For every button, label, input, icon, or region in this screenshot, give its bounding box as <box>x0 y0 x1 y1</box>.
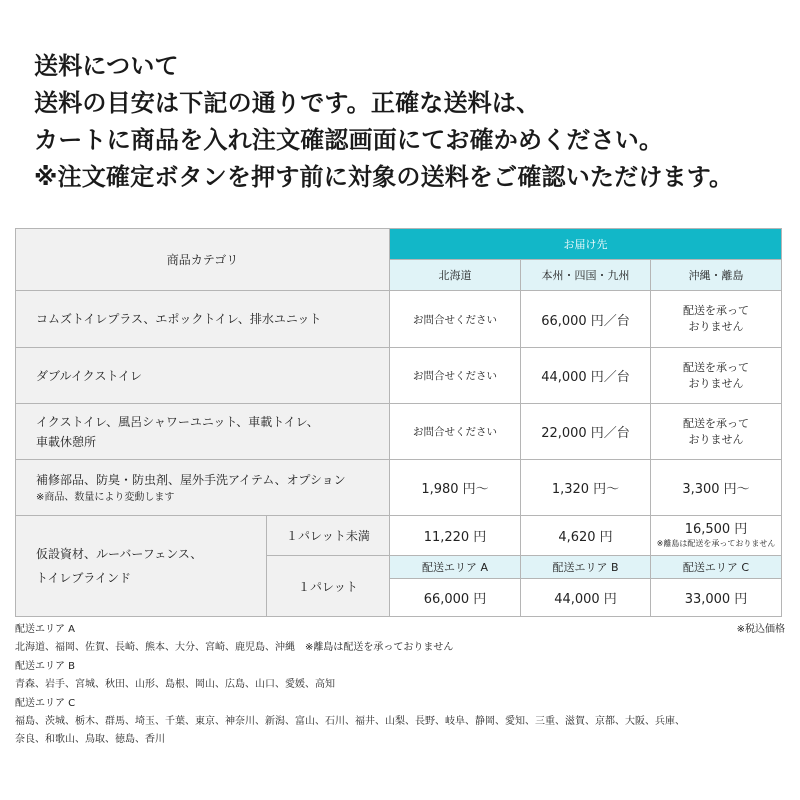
shipping-notice-header <box>34 48 794 196</box>
okinawa-fee-line2: おりません <box>688 320 744 333</box>
region-okinawa: 沖縄・離島 <box>651 260 782 291</box>
pallet-under-label: １パレット未満 <box>267 516 390 556</box>
table-header-row <box>16 229 782 260</box>
table-row <box>16 291 782 348</box>
area-a-list: 北海道、福岡、佐賀、長崎、熊本、大分、宮崎、鹿児島、沖縄 ※離島は配送を承っておりません <box>15 642 454 654</box>
shipping-fee-table <box>15 228 782 617</box>
pallet-category-cell <box>16 516 267 617</box>
notice-line-3: ※注文確定ボタンを押す前に対象の送料をご確認いただけます。 <box>34 163 734 191</box>
okinawa-fee-line1: 配送を承って <box>683 304 749 317</box>
region-honshu: 本州・四国・九州 <box>521 260 651 291</box>
notice-title: 送料について <box>34 52 179 80</box>
okinawa-fee: 3,300 円〜 <box>651 460 782 516</box>
destination-header: お届け先 <box>390 229 782 260</box>
pallet-under-okinawa <box>651 516 782 556</box>
tax-included-note: ※税込価格 <box>736 624 785 635</box>
okinawa-fee-line1: 配送を承って <box>683 416 749 430</box>
pallet-full-area-c: 33,000 円 <box>651 579 782 617</box>
category-cell: コムズトイレプラス、エポックトイレ、排水ユニット <box>16 291 390 348</box>
notice-line-2: カートに商品を入れ注文確認画面にてお確かめください。 <box>34 126 664 154</box>
hokkaido-fee: お問合せください <box>390 404 521 460</box>
honshu-fee: 1,320 円〜 <box>521 460 651 516</box>
area-a-header: 配送エリア A <box>390 556 521 579</box>
pallet-full-area-a: 66,000 円 <box>390 579 521 617</box>
pallet-full-area-b: 44,000 円 <box>521 579 651 617</box>
category-cell: ダブルイクストイレ <box>16 348 390 404</box>
okinawa-fee <box>651 348 782 404</box>
honshu-fee: 22,000 円／台 <box>521 404 651 460</box>
pallet-under-row <box>16 516 782 556</box>
category-header: 商品カテゴリ <box>16 229 390 291</box>
okinawa-fee-line2: おりません <box>688 376 744 390</box>
area-c-list-1: 福島、茨城、栃木、群馬、埼玉、千葉、東京、神奈川、新潟、富山、石川、福井、山梨、長野、岐阜、静岡、愛知、三重、滋賀、京都、大阪、兵庫、 <box>15 716 685 728</box>
pallet-under-hokkaido: 11,220 円 <box>390 516 521 556</box>
category-cell <box>16 460 390 516</box>
pallet-category-line2: トイレブラインド <box>36 571 132 585</box>
hokkaido-fee: お問合せください <box>390 348 521 404</box>
area-b-title: 配送エリア B <box>15 660 76 672</box>
delivery-area-notes <box>15 621 785 750</box>
notice-line-1: 送料の目安は下記の通りです。正確な送料は、 <box>34 89 541 117</box>
remote-island-note: ※離島は配送を承っておりません <box>656 539 776 548</box>
table-row <box>16 460 782 516</box>
okinawa-fee <box>651 291 782 348</box>
area-b-header: 配送エリア B <box>521 556 651 579</box>
category-cell <box>16 404 390 460</box>
area-c-header: 配送エリア C <box>651 556 782 579</box>
okinawa-fee <box>651 404 782 460</box>
pallet-under-okinawa-price: 16,500 円 <box>684 522 748 537</box>
table-row <box>16 348 782 404</box>
area-c-title: 配送エリア C <box>15 697 76 709</box>
hokkaido-fee: お問合せください <box>390 291 521 348</box>
area-a-title: 配送エリア A <box>15 624 76 635</box>
pallet-full-label: １パレット <box>267 556 390 617</box>
honshu-fee: 44,000 円／台 <box>521 348 651 404</box>
category-note: ※商品、数量により変動します <box>36 491 175 503</box>
category-label: 補修部品、防臭・防虫剤、屋外手洗アイテム、オプション <box>36 472 346 487</box>
hokkaido-fee: 1,980 円〜 <box>390 460 521 516</box>
pallet-category-line1: 仮設資材、ルーバーフェンス、 <box>36 547 203 561</box>
okinawa-fee-line2: おりません <box>688 432 744 446</box>
area-c-list-2: 奈良、和歌山、鳥取、徳島、香川 <box>15 734 165 746</box>
honshu-fee: 66,000 円／台 <box>521 291 651 348</box>
table-row <box>16 404 782 460</box>
okinawa-fee-line1: 配送を承って <box>683 360 749 374</box>
category-line2: 車載休憩所 <box>36 434 97 449</box>
pallet-under-honshu: 4,620 円 <box>521 516 651 556</box>
region-hokkaido: 北海道 <box>390 260 521 291</box>
category-line1: イクストイレ、風呂シャワーユニット、車載トイレ、 <box>36 414 319 429</box>
area-b-list: 青森、岩手、宮城、秋田、山形、島根、岡山、広島、山口、愛媛、高知 <box>15 679 335 691</box>
